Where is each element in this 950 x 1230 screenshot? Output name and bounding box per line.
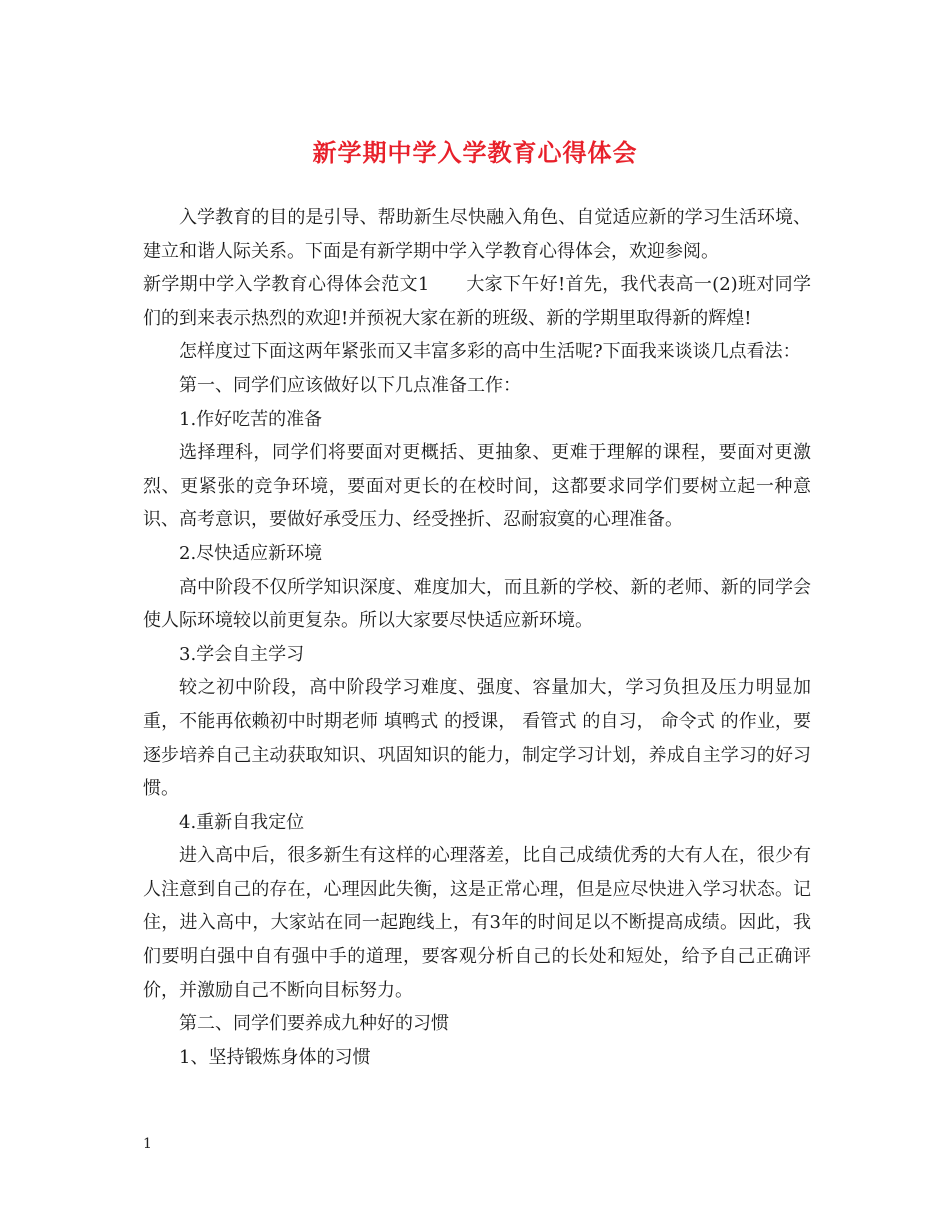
- subheading: 1.作好吃苦的准备: [179, 408, 323, 430]
- paragraph: 进入高中后，很多新生有这样的心理落差，比自己成绩优秀的大有人在，很少有人注意到自己的存在，心理因此失衡，这是正常心理，但是应尽快进入学习状态。记住，进入高中，大家站在同一起跑线上，有3年的时间足以不断提高成绩。因此，我们要明白强中自有强中手的道理，要客观分析自己的长处和短处，给予自己正确评价，并激励自己不断向目标努力。: [143, 845, 811, 1001]
- paragraph: 选择理科，同学们将要面对更概括、更抽象、更难于理解的课程，要面对更激烈、更紧张的竞争环境，要面对更长的在校时间，这都要求同学们要树立起一种意识、高考意识，要做好承受压力、经受挫折、忍耐寂寞的心理准备。: [143, 442, 811, 531]
- subheading: 4.重新自我定位: [179, 811, 305, 833]
- document-title: 新学期中学入学教育心得体会: [312, 138, 638, 167]
- paragraph: 入学教育的目的是引导、帮助新生尽快融入角色、自觉适应新的学习生活环境、建立和谐人际关系。下面是有新学期中学入学教育心得体会，欢迎参阅。: [143, 207, 811, 262]
- subheading: 1、坚持锻炼身体的习惯: [179, 1046, 371, 1068]
- page-number: 1: [143, 1136, 152, 1152]
- document-body: [143, 201, 811, 1074]
- section-heading: 第二、同学们要养成九种好的习惯: [179, 1013, 449, 1035]
- paragraph: 怎样度过下面这两年紧张而又丰富多彩的高中生活呢?下面我来谈谈几点看法：: [179, 341, 801, 363]
- section-heading: 第一、同学们应该做好以下几点准备工作：: [179, 374, 521, 396]
- subheading: 3.学会自主学习: [179, 643, 305, 665]
- paragraph: 高中阶段不仅所学知识深度、难度加大，而且新的学校、新的老师、新的同学会使人际环境较以前更复杂。所以大家要尽快适应新环境。: [143, 576, 811, 632]
- paragraph: 新学期中学入学教育心得体会范文1 大家下午好!首先，我代表高一(2)班对同学们的到来表示热烈的欢迎!并预祝大家在新的班级、新的学期里取得新的辉煌!: [143, 274, 811, 329]
- subheading: 2.尽快适应新环境: [179, 542, 323, 564]
- paragraph: 较之初中阶段，高中阶段学习难度、强度、容量加大，学习负担及压力明显加重，不能再依赖初中时期老师 填鸭式 的授课， 看管式 的自习， 命令式 的作业，要逐步培养自己主动获取知识、巩固知识的能力，制定学习计划，养成自主学习的好习惯。: [143, 677, 811, 800]
